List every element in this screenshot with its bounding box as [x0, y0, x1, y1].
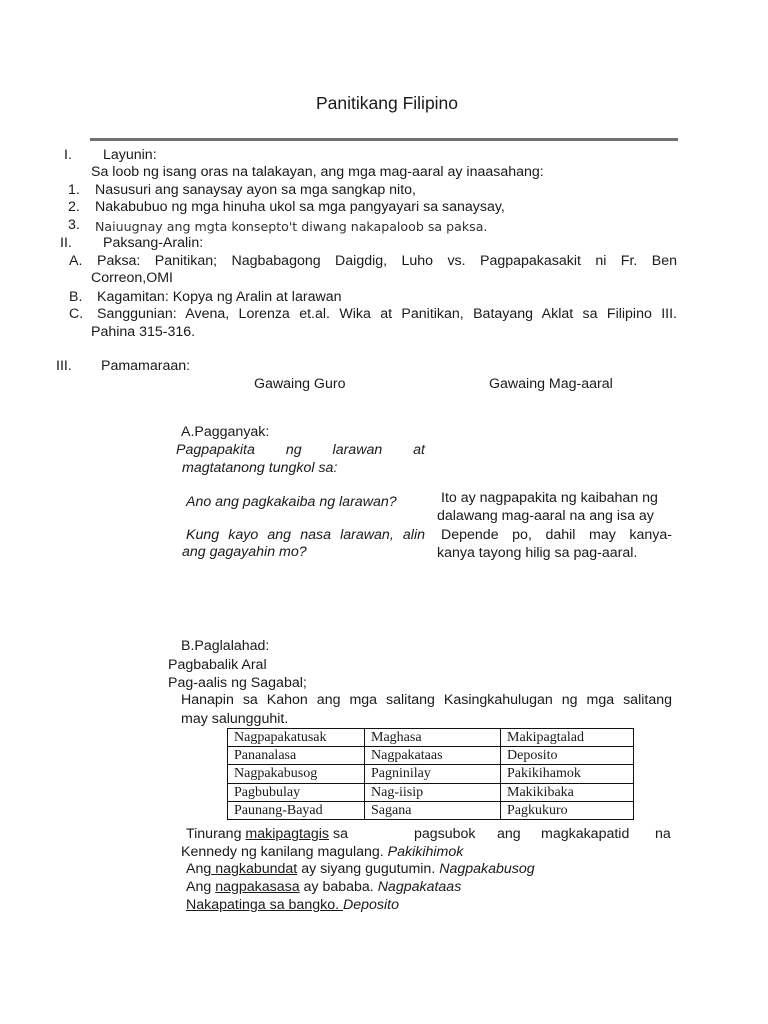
item-c-text: Sanggunian: Avena, Lorenza et.al. Wika at Panitikan, Batayang Aklat sa Filipino III.: [97, 306, 677, 322]
item-c-number: C.: [69, 306, 84, 322]
paglalahad-instruction: Hanapin sa Kahon ang mga salitang Kasingkahulugan ng mga salitang: [181, 692, 672, 708]
student-answer-cont: dalawang mag-aaral na ang isa ay: [437, 508, 654, 524]
paglalahad-label: B.Paglalahad:: [181, 638, 270, 654]
objective-number: 3.: [68, 217, 80, 233]
sentence-text: ay bababa.: [299, 879, 378, 895]
sentence-text: sa: [329, 826, 348, 842]
sentence-word: na: [655, 826, 671, 842]
section1-number: I.: [64, 147, 72, 163]
paglalahad-sub: Pag-aalis ng Sagabal;: [168, 675, 307, 691]
section3-heading: Pamamaraan:: [101, 358, 191, 374]
objective-text: Nasusuri ang sanaysay ayon sa mga sangkap nito,: [95, 182, 416, 198]
sentence-word: magkakapatid: [541, 826, 630, 842]
table-cell: Sagana: [365, 801, 501, 819]
column-header-guro: Gawaing Guro: [254, 376, 346, 392]
table-cell: Nagpakataas: [365, 747, 501, 765]
student-answer-cont: kanya tayong hilig sa pag-aaral.: [437, 545, 638, 561]
item-a-text: Paksa: Panitikan; Nagbabagong Daigdig, Luho vs. Pagpapakasakit ni Fr. Ben: [97, 253, 677, 269]
table-cell: Pagninilay: [365, 765, 501, 783]
section1-intro: Sa loob ng isang oras na talakayan, ang mga mag-aaral ay inaasahang:: [91, 164, 544, 180]
sentence-answer: Nagpakabusog: [439, 861, 535, 877]
word-box-table: [227, 728, 634, 820]
section2-heading: Paksang-Aralin:: [103, 235, 204, 251]
sentence-answer: Deposito: [342, 897, 399, 913]
sentence-word: ang: [497, 826, 521, 842]
table-cell: Nagpapakatusak: [228, 729, 365, 747]
sentence-answer: Nagpakataas: [377, 879, 462, 895]
teacher-question-cont: ang gagayahin mo?: [182, 544, 307, 560]
table-cell: Makikibaka: [501, 783, 634, 801]
teacher-question: Kung kayo ang nasa larawan, alin: [186, 527, 425, 543]
table-cell: Paunang-Bayad: [228, 801, 365, 819]
sentence-text: Tinurang: [186, 826, 246, 842]
item-a-text-cont: Correon,OMI: [91, 270, 173, 286]
pagganyak-instruction-cont: magtatanong tungkol sa:: [182, 460, 338, 476]
item-b-text: Kagamitan: Kopya ng Aralin at larawan: [97, 289, 342, 305]
objective-number: 1.: [68, 182, 80, 198]
table-cell: Pagkukuro: [501, 801, 634, 819]
objective-text: Nakabubuo ng mga hinuha ukol sa mga pangyayari sa sanaysay,: [95, 199, 505, 215]
item-c-text-cont: Pahina 315-316.: [91, 324, 196, 340]
sentence-4: [186, 897, 399, 914]
underlined-word: nagpakasasa: [215, 879, 300, 895]
objective-number: 2.: [68, 199, 80, 215]
table-row: [228, 729, 634, 747]
column-header-magaaral: Gawaing Mag-aaral: [489, 376, 613, 392]
teacher-question: Ano ang pagkakaiba ng larawan?: [186, 494, 397, 510]
table-row: [228, 765, 634, 783]
table-cell: Pagbubulay: [228, 783, 365, 801]
table-cell: Nag-iisip: [365, 783, 501, 801]
page-title: Panitikang Filipino: [316, 93, 459, 113]
sentence-text: Ang: [186, 861, 212, 877]
objective-text: Naiuugnay ang mgta konsepto't diwang nakapaloob sa paksa.: [95, 219, 488, 234]
underlined-word: makipagtagis: [245, 826, 330, 842]
item-a-number: A.: [69, 253, 83, 269]
table-cell: Nagpakabusog: [228, 765, 365, 783]
table-row: [228, 783, 634, 801]
underlined-word: nagkabundat: [211, 861, 298, 877]
sentence-answer: Pakikihimok: [387, 844, 464, 860]
item-b-number: B.: [69, 289, 83, 305]
table-cell: Deposito: [501, 747, 634, 765]
section1-heading: Layunin:: [103, 147, 157, 163]
sentence-word: pagsubok: [414, 826, 476, 842]
pagganyak-label: A.Pagganyak:: [181, 424, 270, 440]
title-divider: [90, 138, 678, 141]
sentence-1-cont: [181, 844, 463, 861]
sentence-2: [186, 861, 535, 878]
section3-number: III.: [56, 358, 72, 374]
table-row: [228, 801, 634, 819]
student-answer: Ito ay nagpapakita ng kaibahan ng: [441, 490, 658, 506]
sentence-text: Kennedy ng kanilang magulang.: [181, 844, 388, 860]
student-answer: Depende po, dahil may kanya-: [441, 527, 672, 543]
sentence-1: [186, 826, 348, 843]
pagganyak-instruction: Pagpapakita ng larawan at: [176, 442, 425, 458]
paglalahad-sub: Pagbabalik Aral: [168, 657, 267, 673]
table-cell: Maghasa: [365, 729, 501, 747]
sentence-text: Ang: [186, 879, 216, 895]
table-row: [228, 747, 634, 765]
sentence-text: ay siyang gugutumin.: [297, 861, 440, 877]
sentence-3: [186, 879, 461, 896]
paglalahad-instruction-cont: may salungguhit.: [181, 711, 289, 727]
section2-number: II.: [60, 235, 72, 251]
underlined-word: Nakapatinga sa bangko.: [186, 897, 343, 913]
table-cell: Makipagtalad: [501, 729, 634, 747]
table-cell: Pakikihamok: [501, 765, 634, 783]
table-cell: Pananalasa: [228, 747, 365, 765]
